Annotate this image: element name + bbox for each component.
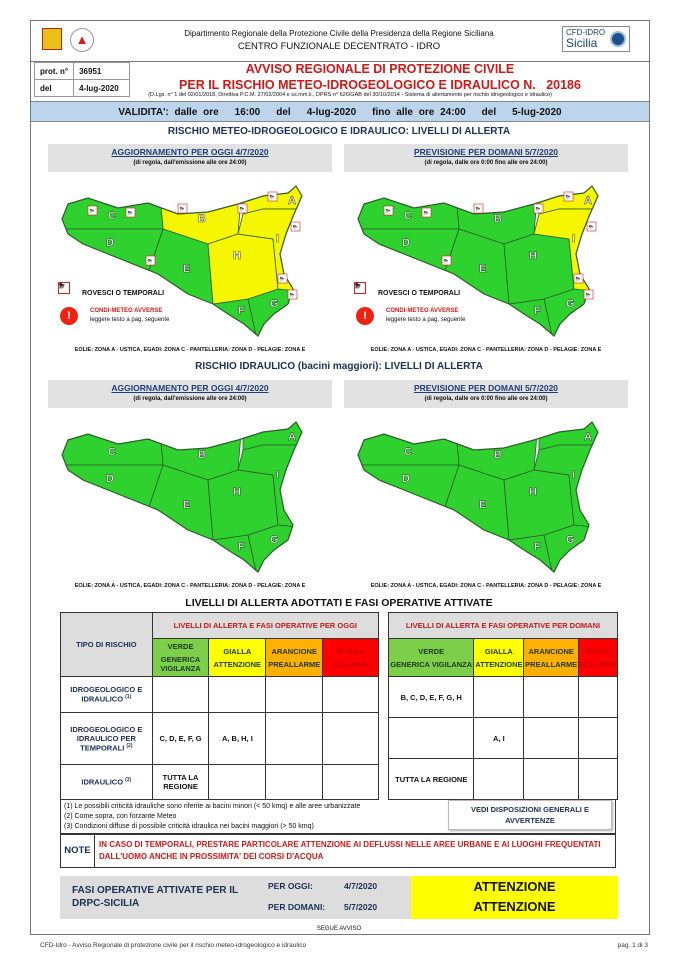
zone-label: G xyxy=(566,534,575,546)
phase-status-box xyxy=(411,876,618,919)
map-title: PREVISIONE PER DOMANI 5/7/2020 xyxy=(413,383,559,393)
zone-f xyxy=(198,535,258,580)
table-row xyxy=(389,677,618,718)
level-gialla xyxy=(474,639,524,677)
table-title: LIVELLI DI ALLERTA ADOTTATI E FASI OPERATIVE ATTIVATE xyxy=(185,597,493,609)
svg-text:⛈: ⛈ xyxy=(127,211,133,217)
map-subtitle: (di regola, dalle ore 0:00 fino alle ore 24:00) xyxy=(424,396,548,402)
note-label: NOTE xyxy=(61,835,95,867)
level-phase: ALLARME xyxy=(332,659,369,669)
cell-today: A, B, H, I xyxy=(209,712,266,764)
prot-label: prot. n° xyxy=(35,63,74,80)
level-color: GIALLA xyxy=(223,646,252,656)
zone-label: E xyxy=(183,499,191,511)
adverse-legend-label: CONDI-METEO AVVERSE xyxy=(386,308,459,314)
zone-label: F xyxy=(238,541,245,553)
svg-text:⛈: ⛈ xyxy=(289,293,295,299)
risk-type-label: IDROGEOLOGICO E IDRAULICO PER TEMPORALI xyxy=(70,724,143,753)
validity-from-time: 16:00 xyxy=(234,107,261,118)
zone-label: G xyxy=(270,534,279,546)
level-arancione xyxy=(524,639,579,677)
level-phase: ATTENZIONE xyxy=(475,659,523,669)
zone-label: C xyxy=(404,446,412,458)
zone-label: I xyxy=(572,233,576,245)
map-subtitle: (di regola, dall'emissione alle ore 24:00) xyxy=(133,160,247,166)
level-phase: PREALLARME xyxy=(525,659,578,669)
islands-caption: EOLIE: ZONA A - USTICA, EGADI: ZONA C - PANTELLERIA: ZONA D - PELAGIE: ZONA E xyxy=(74,347,306,353)
level-phase: PREALLARME xyxy=(268,659,321,669)
title-line2 xyxy=(170,78,590,92)
svg-text:⛈: ⛈ xyxy=(269,195,275,201)
zone-label: C xyxy=(108,446,116,458)
table-today xyxy=(60,612,379,800)
cell-today xyxy=(209,765,266,800)
svg-text:⛈: ⛈ xyxy=(147,259,153,265)
table-row xyxy=(61,712,379,764)
table-row xyxy=(61,765,379,800)
zone-label: H xyxy=(233,250,241,262)
map-header xyxy=(344,380,628,408)
zone-label: A xyxy=(288,431,296,443)
zone-a xyxy=(243,410,328,450)
level-phase: GENERICA VIGILANZA xyxy=(160,655,201,673)
map-title: AGGIORNAMENTO PER OGGI 4/7/2020 xyxy=(111,147,269,157)
cell-today xyxy=(323,765,379,800)
storm-icon xyxy=(474,204,483,213)
zone-label: B xyxy=(494,213,502,225)
storm-legend-icon: ⛈ xyxy=(58,282,70,294)
zone-label: C xyxy=(404,210,412,222)
zone-a xyxy=(539,410,624,450)
adverse-legend-label: CONDI-METEO AVVERSE xyxy=(90,308,163,314)
phases-today-date: 4/7/2020 xyxy=(344,881,378,891)
level-rossa xyxy=(579,639,618,677)
svg-text:⛈: ⛈ xyxy=(575,277,581,283)
cell-tomorrow xyxy=(474,677,524,718)
storm-icon xyxy=(278,274,287,283)
storm-icon xyxy=(268,192,277,201)
level-phase: ATTENZIONE xyxy=(213,659,262,669)
storm-legend-label: ROVESCI O TEMPORALI xyxy=(82,290,165,297)
storm-legend-label: ROVESCI O TEMPORALI xyxy=(378,290,461,297)
map-panel xyxy=(48,380,332,589)
zone-d xyxy=(344,465,459,510)
cell-tomorrow xyxy=(389,718,474,759)
storm-icon xyxy=(442,256,451,265)
title-line1: AVVISO REGIONALE DI PROTEZIONE CIVILE xyxy=(245,62,515,76)
phase-today: ATTENZIONE xyxy=(473,879,556,894)
svg-text:⛈: ⛈ xyxy=(585,293,591,299)
note-box xyxy=(60,834,616,868)
cfd-idro-logo xyxy=(562,26,630,52)
del-value: 4-lug-2020 xyxy=(74,80,130,97)
svg-text:⛈: ⛈ xyxy=(588,225,594,231)
storm-icon xyxy=(291,222,300,231)
storm-icon xyxy=(178,204,187,213)
svg-text:⛈: ⛈ xyxy=(385,209,391,215)
type-header: TIPO DI RISCHIO xyxy=(61,613,153,677)
zone-label: D xyxy=(106,237,114,249)
map-header xyxy=(344,144,628,172)
zone-f xyxy=(494,535,554,580)
cell-today xyxy=(209,677,266,713)
svg-text:⛈: ⛈ xyxy=(239,207,245,213)
phase-tomorrow: ATTENZIONE xyxy=(473,899,556,914)
map-subtitle: (di regola, dalle ore 0:00 fino alle ore 24:00) xyxy=(424,160,548,166)
footnote: (1) Le possibili criticità idrauliche sono riferite ai bacini minori (< 50 kmq) e alle aree urbanizzate xyxy=(64,803,361,810)
zone-d xyxy=(344,229,459,274)
svg-text:⛈: ⛈ xyxy=(475,207,481,213)
zone-label: F xyxy=(534,305,541,317)
storm-icon xyxy=(574,274,583,283)
cfd-emblem-icon xyxy=(610,31,626,47)
svg-text:⛈: ⛈ xyxy=(292,225,298,231)
level-color: GIALLA xyxy=(484,646,513,656)
table-row xyxy=(61,677,379,713)
validity-to-date: 5-lug-2020 xyxy=(512,107,562,118)
cell-tomorrow xyxy=(524,759,579,800)
validity-until: fino alle ore 24:00 xyxy=(372,107,466,118)
zone-label: E xyxy=(479,499,487,511)
phases-today-label: PER OGGI: xyxy=(268,881,313,891)
level-arancione xyxy=(266,639,323,677)
level-rossa xyxy=(323,639,379,677)
zone-label: B xyxy=(198,213,206,225)
adverse-legend-note: leggere testo a pag. seguente xyxy=(386,317,466,323)
cell-tomorrow xyxy=(524,677,579,718)
civil-protection-logo: ▲ xyxy=(70,28,94,52)
bulletin-number: 20186 xyxy=(546,78,581,92)
footnote: (3) Condizioni diffuse di possibile criticità idraulica nei bacini maggiori (> 50 kmq) xyxy=(64,823,314,830)
sicily-map xyxy=(344,410,628,580)
cell-tomorrow xyxy=(524,718,579,759)
title-text: PER IL RISCHIO METEO-IDROGEOLOGICO E IDRAULICO N. xyxy=(179,78,536,92)
storm-icon xyxy=(422,208,431,217)
zone-label: H xyxy=(233,486,241,498)
level-verde xyxy=(152,639,209,677)
validity-bar xyxy=(31,101,649,122)
cell-tomorrow: B, C, D, E, F, G, H xyxy=(389,677,474,718)
zone-label: I xyxy=(276,233,280,245)
zone-label: B xyxy=(198,449,206,461)
cell-today xyxy=(266,765,323,800)
cell-today xyxy=(323,677,379,713)
phases-label: FASI OPERATIVE ATTIVATE PER IL DRPC-SICILIA xyxy=(72,885,238,909)
del-label: del xyxy=(35,80,74,97)
risk-type-label: IDROGEOLOGICO E IDRAULICO xyxy=(70,685,143,704)
level-gialla xyxy=(209,639,266,677)
svg-text:⛈: ⛈ xyxy=(443,259,449,265)
zone-c xyxy=(48,410,163,465)
zone-label: H xyxy=(529,486,537,498)
note-text: IN CASO DI TEMPORALI, PRESTARE PARTICOLARE ATTENZIONE AI DEFLUSSI NELLE AREE URBANE E AI LUOGHI FREQUENTATI DALL'UOMO ANCHE IN PROSSIMITA' DEI CORSI D'ACQUA xyxy=(99,840,601,861)
level-color: ROSSA xyxy=(584,646,612,656)
department-name: Dipartimento Regionale della Protezione Civile della Presidenza della Regione Siciliana xyxy=(184,29,494,38)
storm-icon xyxy=(564,192,573,201)
section-hydraulic-title: RISCHIO IDRAULICO (bacini maggiori): LIVELLI DI ALLERTA xyxy=(195,361,483,372)
legal-references: (D.Lgs. n° 1 del 02/01/2018, Direttiva P.C.M. 27/02/2004 e ss.mm.ii., DPRS n° 626/GAB del 30/10/2014 - Sistema di allertamento per rischio idrogeologico e idraulico) xyxy=(148,92,552,98)
zone-label: D xyxy=(402,473,410,485)
zone-d xyxy=(48,229,163,274)
storm-icon xyxy=(534,204,543,213)
storm-icon xyxy=(288,290,297,299)
zone-label: I xyxy=(276,469,280,481)
zone-label: I xyxy=(572,469,576,481)
alert-icon: ! xyxy=(356,307,374,325)
storm-icon xyxy=(384,206,393,215)
footnote-ref: (2) xyxy=(126,742,133,749)
zone-label: H xyxy=(529,250,537,262)
map-header xyxy=(48,144,332,172)
today-header: LIVELLI DI ALLERTA E FASI OPERATIVE PER OGGI xyxy=(152,613,378,639)
zone-d xyxy=(48,465,163,510)
footer-text: CFD-Idro - Avviso Regionale di protezione civile per il rischio meteo-idrogeologico e idraulico xyxy=(40,942,307,949)
cell-tomorrow: A, I xyxy=(474,718,524,759)
level-color: VERDE xyxy=(418,646,445,656)
map-panel xyxy=(344,144,628,353)
zone-label: A xyxy=(584,195,592,207)
segue-avviso: SEGUE AVVISO xyxy=(316,926,362,932)
zone-label: D xyxy=(402,237,410,249)
map-panel xyxy=(344,380,628,589)
alert-icon: ! xyxy=(60,307,78,325)
zone-label: C xyxy=(108,210,116,222)
zone-label: E xyxy=(183,263,191,275)
cfd-logo-bottom: Sicilia xyxy=(566,36,598,50)
islands-caption: EOLIE: ZONA A - USTICA, EGADI: ZONA C - PANTELLERIA: ZONA D - PELAGIE: ZONA E xyxy=(74,583,306,589)
footnote: (2) Come sopra, con forzante Meteo xyxy=(64,813,177,820)
storm-icon xyxy=(88,206,97,215)
zone-g xyxy=(544,525,624,580)
svg-text:⛈: ⛈ xyxy=(565,195,571,201)
svg-text:⛈: ⛈ xyxy=(279,277,285,283)
svg-text:⛈: ⛈ xyxy=(423,211,429,217)
map-title: AGGIORNAMENTO PER OGGI 4/7/2020 xyxy=(111,383,269,393)
cell-tomorrow xyxy=(579,718,618,759)
see-general-provisions-button[interactable]: VEDI DISPOSIZIONI GENERALI E AVVERTENZE xyxy=(448,800,612,830)
zone-label: D xyxy=(106,473,114,485)
zone-f xyxy=(494,299,554,344)
islands-caption: EOLIE: ZONA A - USTICA, EGADI: ZONA C - PANTELLERIA: ZONA D - PELAGIE: ZONA E xyxy=(370,583,602,589)
level-verde xyxy=(389,639,474,677)
level-color: ROSSA xyxy=(337,646,364,656)
map-title: PREVISIONE PER DOMANI 5/7/2020 xyxy=(413,147,559,157)
cell-today xyxy=(266,712,323,764)
validity-from-date: 4-lug-2020 xyxy=(306,107,357,118)
footnote-ref: (1) xyxy=(125,694,132,701)
risk-type xyxy=(61,765,153,800)
cfd-logo-top: CFD-IDRO xyxy=(566,28,606,37)
level-color: ARANCIONE xyxy=(528,646,574,656)
zone-label: E xyxy=(479,263,487,275)
page-number: pag. 1 di 3 xyxy=(617,942,648,949)
sicily-map xyxy=(48,410,332,580)
zone-label: A xyxy=(288,195,296,207)
cell-today xyxy=(323,712,379,764)
table-row xyxy=(389,718,618,759)
zone-a xyxy=(243,174,328,214)
table-row xyxy=(389,759,618,800)
cell-today: C, D, E, F, G xyxy=(152,712,209,764)
cell-today xyxy=(152,677,209,713)
zone-label: F xyxy=(534,541,541,553)
svg-text:⛈: ⛈ xyxy=(179,207,185,213)
zone-c xyxy=(48,174,163,229)
storm-icon xyxy=(126,208,135,217)
cell-tomorrow xyxy=(474,759,524,800)
storm-icon xyxy=(238,204,247,213)
risk-type xyxy=(61,712,153,764)
tomorrow-header: LIVELLI DI ALLERTA E FASI OPERATIVE PER DOMANI xyxy=(389,613,618,639)
zone-g xyxy=(248,525,328,580)
validity-del: del xyxy=(276,107,291,118)
map-header xyxy=(48,380,332,408)
zone-label: B xyxy=(494,449,502,461)
level-color: ARANCIONE xyxy=(271,646,317,656)
storm-icon xyxy=(146,256,155,265)
table-tomorrow xyxy=(388,612,618,800)
risk-type-label: IDRAULICO xyxy=(81,777,124,787)
cell-today xyxy=(266,677,323,713)
zone-c xyxy=(344,174,459,229)
phases-tomorrow-label: PER DOMANI: xyxy=(268,902,326,912)
zone-a xyxy=(539,174,624,214)
cell-tomorrow xyxy=(579,759,618,800)
map-subtitle: (di regola, dall'emissione alle ore 24:00) xyxy=(133,396,247,402)
storm-icon xyxy=(587,222,596,231)
risk-type xyxy=(61,677,153,713)
level-color: VERDE xyxy=(167,642,194,651)
cell-today: TUTTA LA REGIONE xyxy=(152,765,209,800)
zone-label: G xyxy=(566,298,575,310)
validity-label: VALIDITA': dalle ore xyxy=(118,107,219,118)
map-panel xyxy=(48,144,332,353)
svg-text:⛈: ⛈ xyxy=(89,209,95,215)
zone-label: F xyxy=(238,305,245,317)
validity-del: del xyxy=(481,107,497,118)
footnote-ref: (3) xyxy=(125,777,132,784)
level-phase: GENERICA VIGILANZA xyxy=(390,659,473,669)
storm-legend-icon: ⛈ xyxy=(354,282,366,294)
centre-name: CENTRO FUNZIONALE DECENTRATO - IDRO xyxy=(237,41,441,52)
svg-text:⛈: ⛈ xyxy=(535,207,541,213)
islands-caption: EOLIE: ZONA A - USTICA, EGADI: ZONA C - PANTELLERIA: ZONA D - PELAGIE: ZONA E xyxy=(370,347,602,353)
zone-f xyxy=(198,299,258,344)
zone-label: A xyxy=(584,431,592,443)
cell-tomorrow xyxy=(579,677,618,718)
zone-label: G xyxy=(270,298,279,310)
phases-tomorrow-date: 5/7/2020 xyxy=(344,902,378,912)
prot-value: 36951 xyxy=(74,63,130,80)
level-phase: ALLARME xyxy=(579,659,617,669)
storm-icon xyxy=(584,290,593,299)
zone-c xyxy=(344,410,459,465)
section-meteo-title: RISCHIO METEO-IDROGEOLOGICO E IDRAULICO: LIVELLI DI ALLERTA xyxy=(167,126,511,137)
adverse-legend-note: leggere testo a pag. seguente xyxy=(90,317,170,323)
cell-tomorrow: TUTTA LA REGIONE xyxy=(389,759,474,800)
